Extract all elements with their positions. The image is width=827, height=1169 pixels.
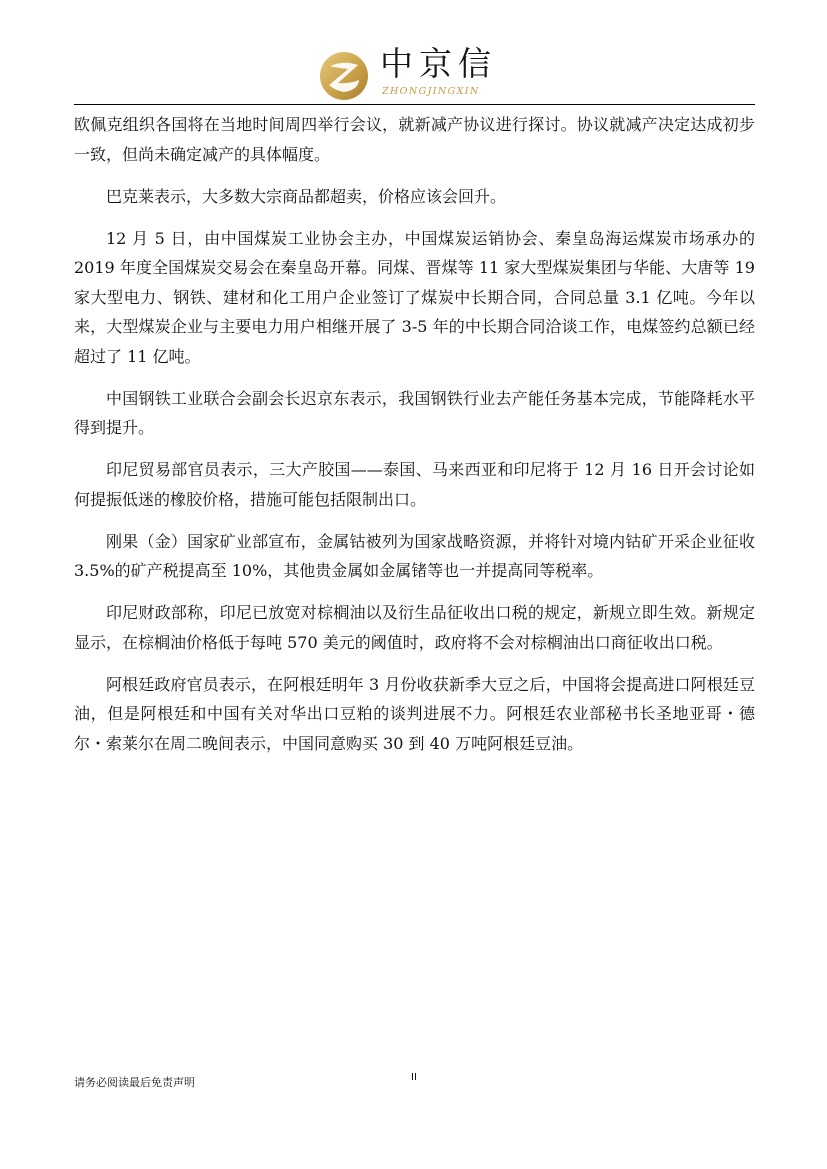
header-divider: [74, 104, 755, 105]
page-header: [0, 0, 827, 106]
paragraph-barclays: 巴克莱表示，大多数大宗商品都超卖，价格应该会回升。: [106, 186, 507, 206]
page-number: II: [411, 1072, 417, 1083]
zhongjingxin-logo-icon: [318, 50, 370, 102]
paragraph-soy-oil: 阿根廷政府官员表示，在阿根廷明年 3 月份收获新季大豆之后，中国将会提高进口阿根廷豆油，但是阿根廷和中国有关对华出口豆粕的谈判进展不力。阿根廷农业部秘书长圣地亚哥・德尔・索莱尔在周二晚间表示，中国同意购买 30 到 40 万吨阿根廷豆油。: [74, 674, 755, 753]
paragraph-coal-fair: 12 月 5 日，由中国煤炭工业协会主办，中国煤炭运销协会、秦皇岛海运煤炭市场承办的 2019 年度全国煤炭交易会在秦皇岛开幕。同煤、晋煤等 11 家大型煤炭集团与华能、大唐等 19 家大型电力、钢铁、建材和化工用户企业签订了煤炭中长期合同，合同总量 3.1 亿吨。今年以来，大型煤炭企业与主要电力用户相继开展了 3-5 年的中长期合同洽谈工作，电煤签约总额已经超过了 11 亿吨。: [74, 228, 755, 366]
paragraph-rubber: 印尼贸易部官员表示，三大产胶国——泰国、马来西亚和印尼将于 12 月 16 日开会讨论如何提振低迷的橡胶价格，措施可能包括限制出口。: [74, 460, 755, 509]
paragraph-opec: 欧佩克组织各国将在当地时间周四举行会议，就新减产协议进行探讨。协议就减产决定达成初步一致，但尚未确定减产的具体幅度。: [74, 115, 755, 164]
paragraph-steel: 中国钢铁工业联合会副会长迟京东表示，我国钢铁行业去产能任务基本完成，节能降耗水平得到提升。: [74, 388, 755, 437]
paragraph-palm-oil: 印尼财政部称，印尼已放宽对棕榈油以及衍生品征收出口税的规定，新规立即生效。新规定显示，在棕榈油价格低于每吨 570 美元的阈值时，政府将不会对棕榈油出口商征收出口税。: [74, 603, 755, 652]
brand-title: 中京信: [380, 44, 497, 83]
brand-subtitle: ZHONGJINGXIN: [382, 86, 480, 97]
disclaimer-note: 请务必阅读最后免责声明: [74, 1076, 195, 1089]
paragraph-cobalt: 刚果（金）国家矿业部宣布，金属钴被列为国家战略资源，并将针对境内钴矿开采企业征收 3.5%的矿产税提高至 10%，其他贵金属如金属锗等也一并提高同等税率。: [74, 531, 755, 580]
article-body: [74, 110, 755, 771]
